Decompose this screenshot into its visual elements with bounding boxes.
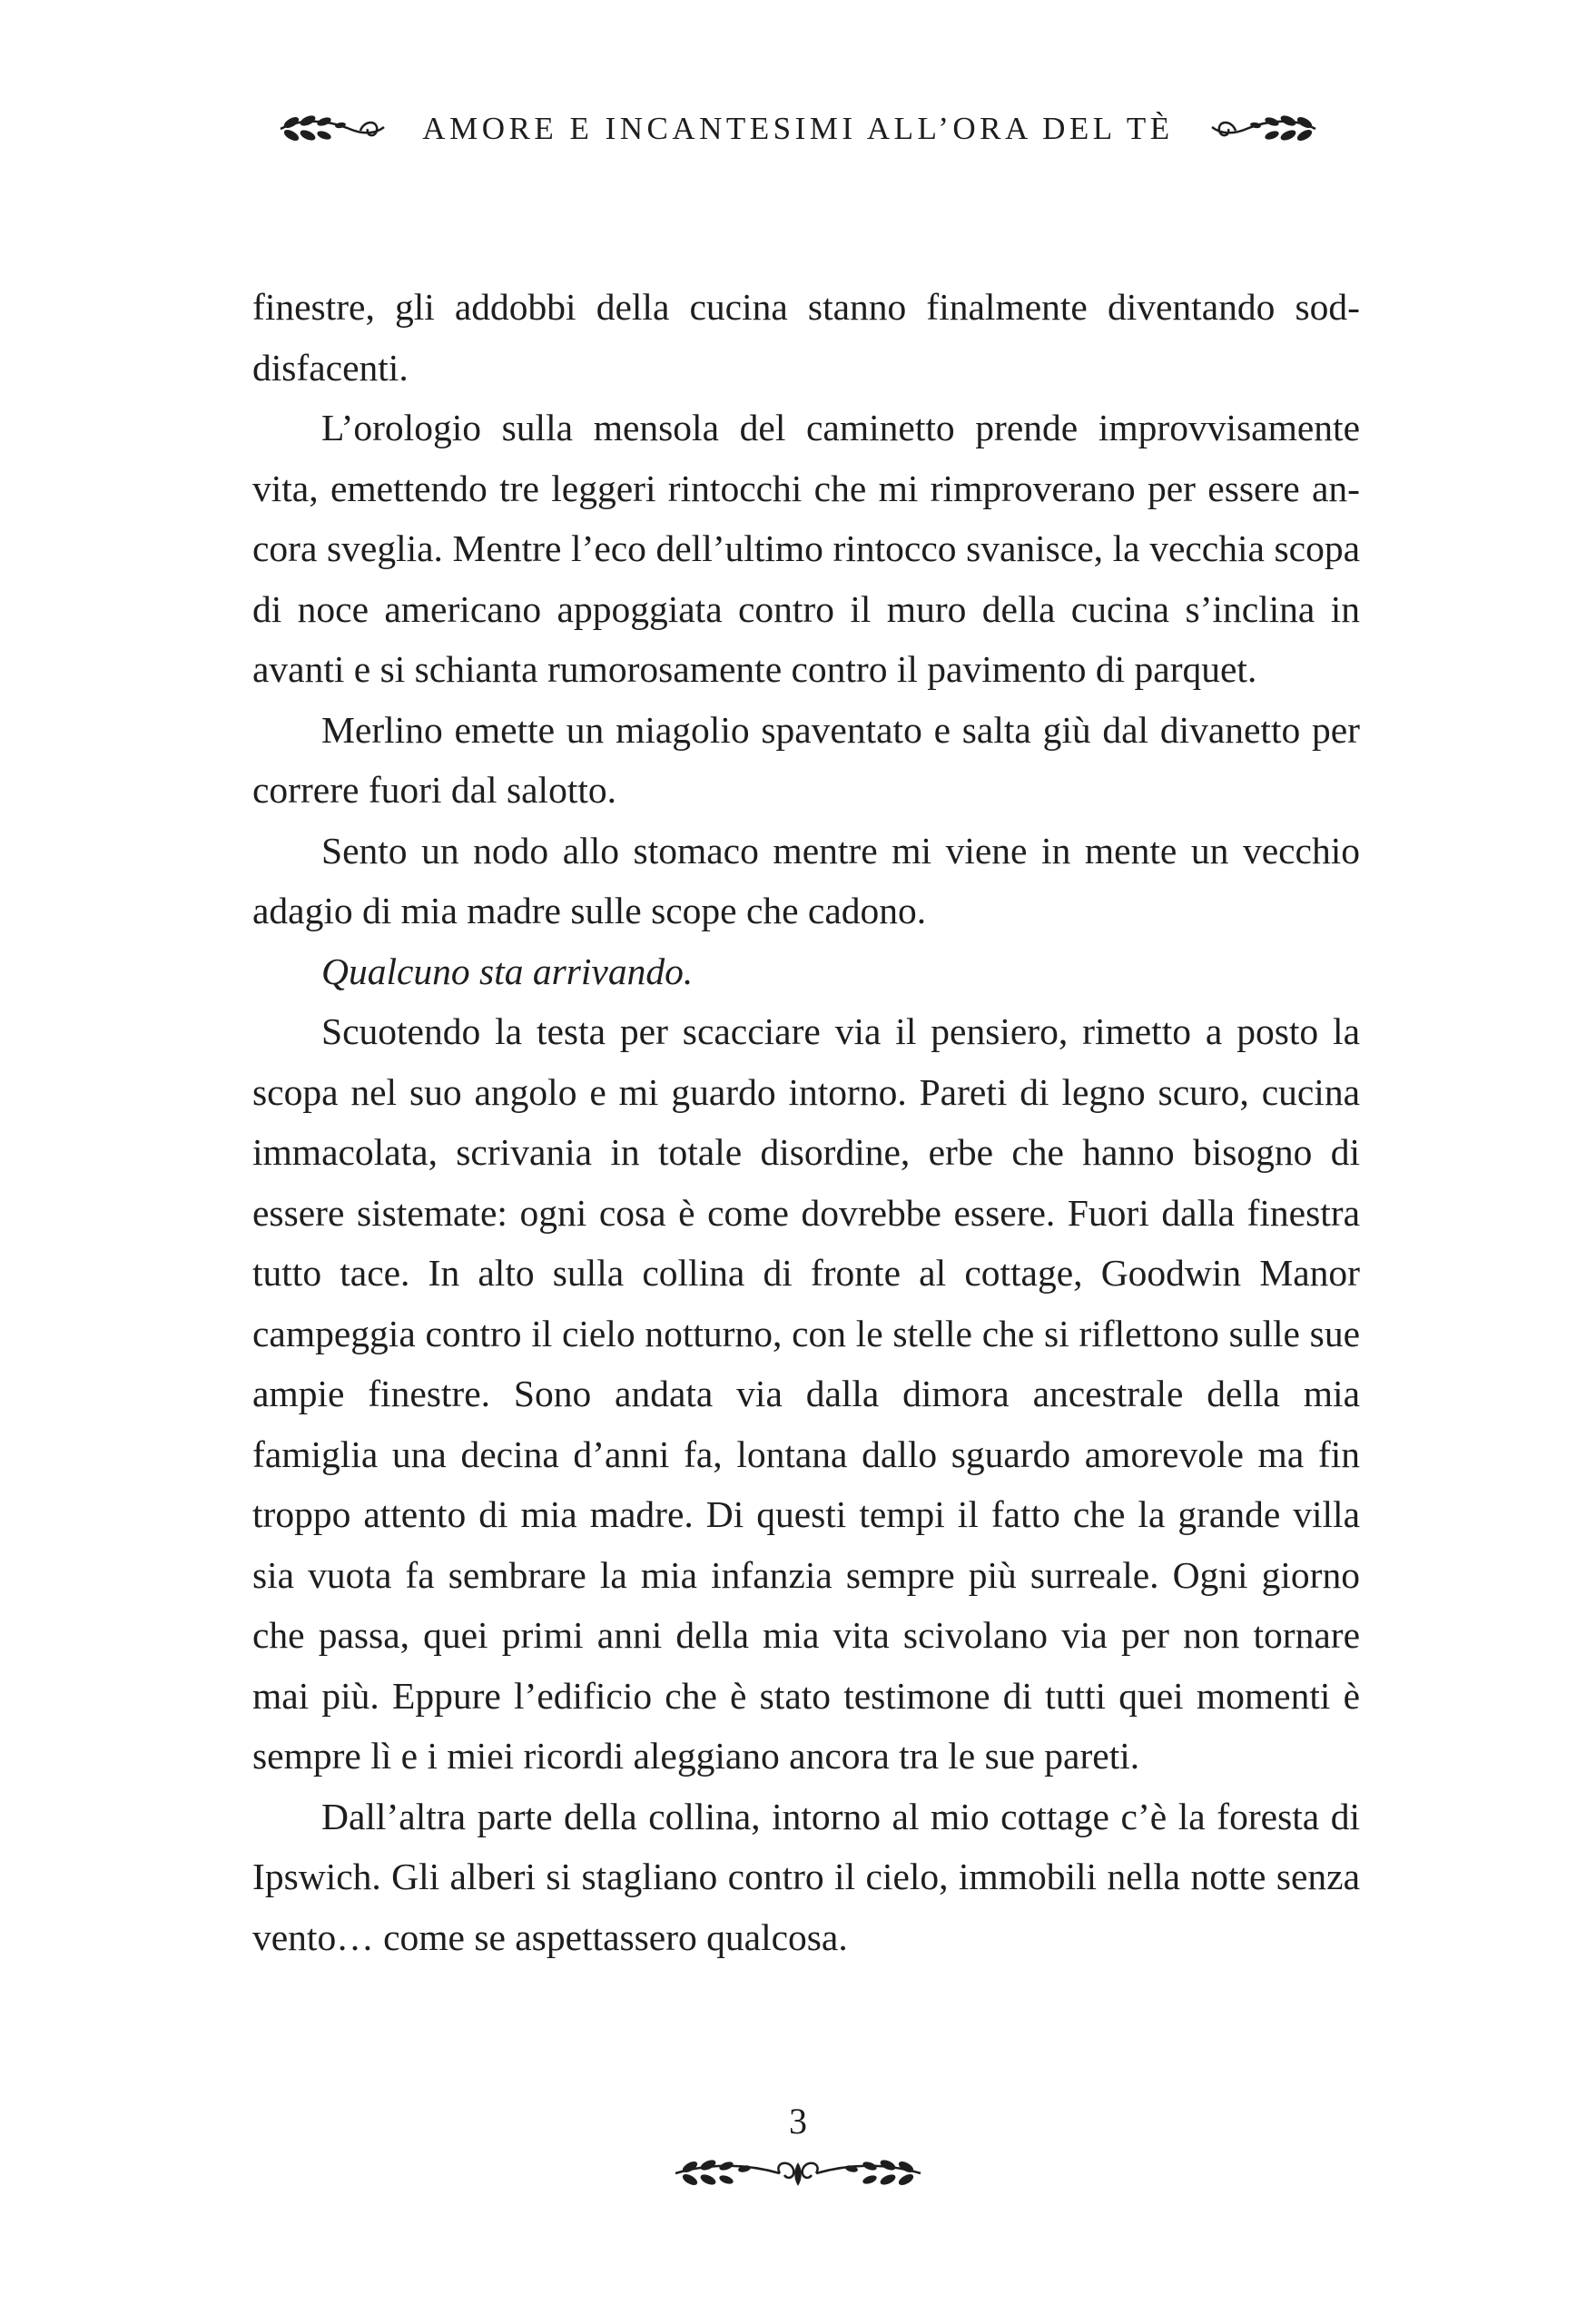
paragraph: Merlino emette un miagolio spaventato e salta giù dal divanetto per correre fuori dal salotto. <box>252 708 1360 811</box>
vine-ornament-icon <box>1205 111 1323 147</box>
running-header <box>0 102 1596 156</box>
paragraph: Scuotendo la testa per scacciare via il pensiero, rimetto a posto la scopa nel suo angolo e mi guardo intorno. Pareti di legno scuro, cucina immacolata, scrivania in totale disordine, erbe che hanno bisogno di essere sistemate: ogni cosa è come dovrebbe essere. Fuori dalla finestra tutto tace. In alto sulla collina di fronte al cottage, Goodwin Manor campeggia contro il cielo notturno, con le stelle che si riflettono sulle sue ampie finestre. Sono andata via dalla dimora ancestrale della mia famiglia una decina d’anni fa, lontana dallo sguardo amorevole ma fin troppo attento di mia madre. Di questi tempi il fatto che la grande villa sia vuota fa sembrare la mia infanzia sempre più surreale. Ogni giorno che passa, quei primi anni della mia vita scivolano via per non tornare mai più. Eppure l’edificio che è stato testimone di tutti quei momenti è sempre lì e i miei ricordi aleggiano ancora tra le sue pareti. <box>252 1010 1360 1777</box>
running-title: AMORE E INCANTESIMI ALL’ORA DEL TÈ <box>422 111 1174 146</box>
paragraph: L’orologio sulla mensola del caminetto prende improvvisamente vita, emettendo tre leggeri rintocchi che mi rimproverano per essere ancora sveglia. Mentre l’eco dell’ultimo rintocco svanisce, la vecchia scopa di noce americano appoggiata contro il muro della cucina s’inclina in avanti e si schianta rumorosamente contro il pavimento di parquet. <box>252 407 1360 690</box>
paragraph: Sento un nodo allo stomaco mentre mi viene in mente un vecchio adagio di mia madre sulle scope che cadono. <box>252 829 1360 931</box>
paragraph: Dall’altra parte della collina, intorno al mio cottage c’è la foresta di Ipswich. Gli alberi si stagliano contro il cielo, immobili nella notte senza vento… come se aspettassero qualcosa. <box>252 1795 1360 1958</box>
page-number: 3 <box>789 2101 807 2142</box>
vine-ornament-icon <box>273 111 391 147</box>
vine-ornament-icon <box>666 2155 930 2191</box>
paragraph: finestre, gli addobbi della cucina stanno finalmente diventando soddisfacenti. <box>252 286 1360 389</box>
page-footer <box>0 2099 1596 2191</box>
italic-paragraph: Qualcuno sta arrivando. <box>321 950 694 992</box>
body-text <box>252 277 1360 1967</box>
